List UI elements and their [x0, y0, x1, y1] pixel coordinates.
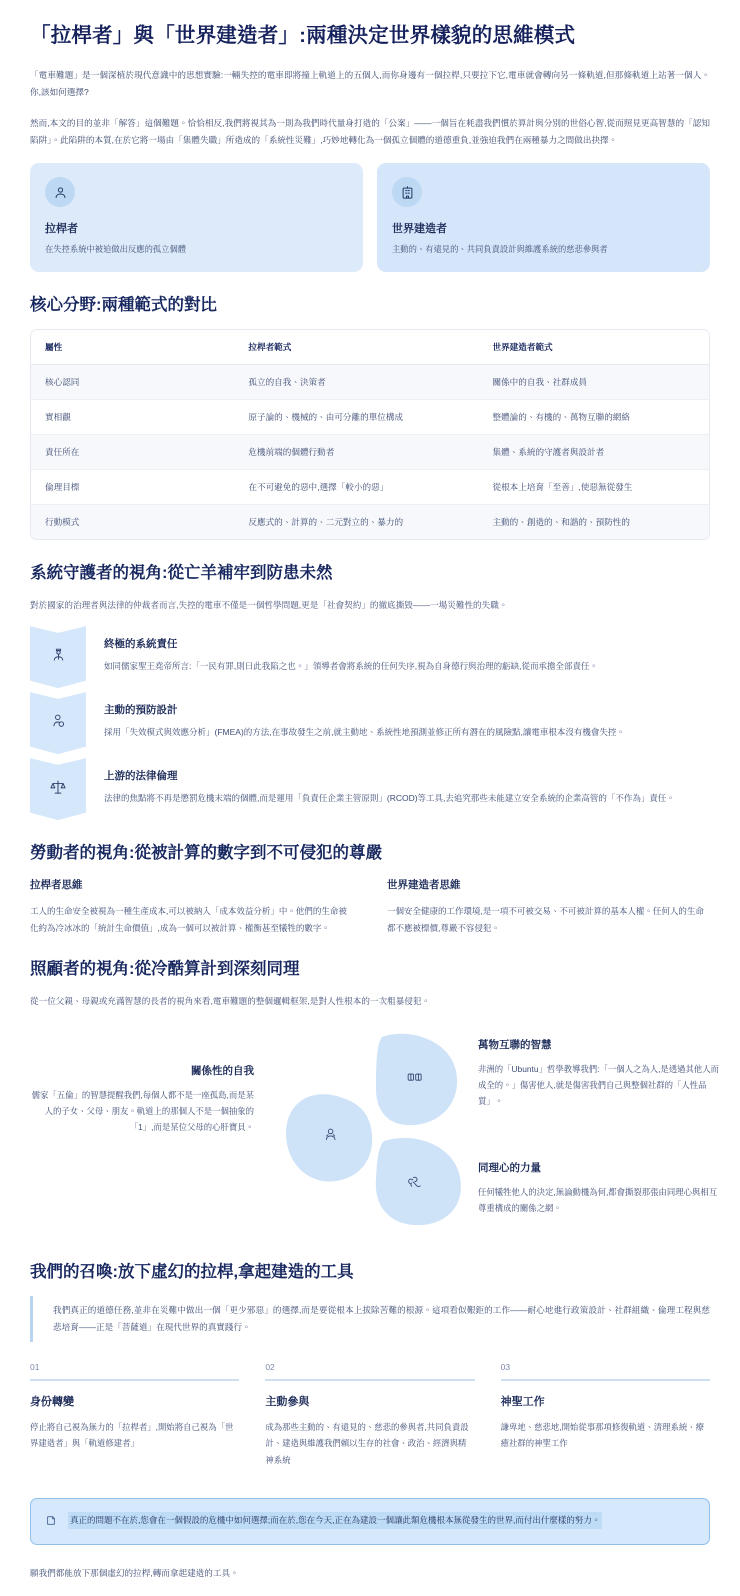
guardian-timeline: [30, 626, 710, 820]
table-cell: 從根本上培育「至善」,使惡無從發生: [478, 469, 709, 504]
table-row: [31, 364, 709, 399]
call-heading: 我們的召喚:放下虛幻的拉桿,拿起建造的工具: [30, 1262, 354, 1281]
quote-text: 我們真正的道德任務,並非在災難中做出一個「更少邪惡」的選擇,而是要從根本上拔除苦難的根源。這項看似艱鉅的工作——耐心地進行政策設計、社群組織、倫理工程與慈悲培育——正是「菩薩道」在現代世界的真實踐行。: [53, 1304, 710, 1332]
building-icon: [392, 177, 422, 207]
step-divider: [265, 1379, 474, 1381]
step-title: 主動參與: [265, 1396, 310, 1409]
column-title: 拉桿者思維: [30, 879, 83, 892]
petal-label-empathy: [478, 1160, 724, 1217]
table-cell: 危機前端的個體行動者: [234, 434, 478, 469]
caregiver-heading: 照顧者的視角:從冷酷算計到深刻同理: [30, 960, 300, 979]
step-sacred-work: [501, 1362, 710, 1468]
petal-diagram: [284, 1031, 474, 1231]
petal-text: 任何犧牲他人的決定,無論動機為何,都會撕裂那張由同理心與相互尊重構成的關係之網。: [478, 1186, 718, 1213]
timeline-body: [104, 692, 710, 741]
step-text: 謙卑地、慈悲地,開始從事那項修復軌道、清理系統、療癒社群的神聖工作: [500, 1422, 704, 1449]
petal-title: 關係性的自我: [191, 1064, 254, 1077]
caregiver-intro: 從一位父親、母親或充滿智慧的長者的視角來看,電車難題的整個邏輯框架,是對人性根本的一次粗暴侵犯。: [30, 996, 431, 1007]
column-title: 世界建造者思維: [387, 879, 461, 892]
petal-text: 非洲的「Ubuntu」哲學教導我們:「一個人之為人,是透過其他人而成全的。」傷害他人,就是傷害我們自己與整個社群的「人性品質」。: [478, 1063, 720, 1107]
timeline-title: 主動的預防設計: [104, 704, 178, 717]
step-title: 神聖工作: [500, 1396, 545, 1409]
callout-text: 真正的問題不在於,您會在一個假設的危機中如何選擇;而在於,您在今天,正在為建設一個讓此類危機根本無從發生的世界,而付出什麼樣的努力。: [68, 1512, 602, 1528]
timeline-item-system-responsibility[interactable]: [30, 626, 710, 688]
column-text: 一個安全健康的工作環境,是一項不可被交易、不可被計算的基本人權。任何人的生命都不應被標價,尊嚴不容侵犯。: [387, 906, 704, 933]
petal-shape-relational: [286, 1094, 372, 1181]
chevron-shape: [30, 626, 86, 688]
persona-card-row: [30, 163, 710, 271]
chevron-shape: [30, 758, 86, 820]
call-quote: [30, 1296, 710, 1342]
timeline-body: [104, 758, 710, 807]
table-cell: 核心認同: [31, 364, 234, 399]
table-cell: 關係中的自我、社群成員: [478, 364, 709, 399]
table-cell: 反應式的、計算的、二元對立的、暴力的: [234, 504, 478, 539]
petal-shape-empathy: [376, 1137, 461, 1224]
petal-label-interconnected: [478, 1037, 724, 1110]
guardian-intro: 對於國家的治理者與法律的仲裁者而言,失控的電車不僅是一個哲學問題,更是「社會契約」的徹底撕毀——一場災難性的失職。: [30, 599, 508, 610]
petal-title: 同理心的力量: [478, 1161, 541, 1174]
table-cell: 孤立的自我、決策者: [234, 364, 478, 399]
worker-column-builder-mindset: [387, 877, 710, 936]
table-cell: 原子論的、機械的、由可分離的單位構成: [234, 399, 478, 434]
user-gear-icon: [50, 712, 67, 734]
step-number: 02: [265, 1362, 275, 1373]
timeline-body: [104, 626, 710, 675]
table-cell: 責任所在: [31, 434, 234, 469]
timeline-item-preventive-design[interactable]: [30, 692, 710, 754]
table-cell: 主動的、創造的、和諧的、預防性的: [478, 504, 709, 539]
timeline-item-legal-ethics[interactable]: [30, 758, 710, 820]
timeline-description: 採用「失效模式與效應分析」(FMEA)的方法,在事故發生之前,就主動地、系統性地預測並修正所有潛在的風險點,讓電車根本沒有機會失控。: [104, 727, 625, 738]
table-cell: 整體論的、有機的、萬物互聯的網絡: [478, 399, 709, 434]
persona-title: 拉桿者: [45, 223, 78, 236]
table-cell: 行動模式: [31, 504, 234, 539]
persona-card-lever-puller[interactable]: [30, 163, 363, 271]
table-column-header: 世界建造者範式: [478, 330, 709, 365]
table-row: [31, 504, 709, 539]
table-row: [31, 399, 709, 434]
comparison-heading: 核心分野:兩種範式的對比: [30, 295, 217, 314]
persona-card-world-builder[interactable]: [377, 163, 710, 271]
column-text: 工人的生命安全被視為一種生產成本,可以被納入「成本效益分析」中。他們的生命被化約為冷冰冰的「統計生命價值」,成為一個可以被計算、權衡甚至犧牲的數字。: [30, 906, 347, 933]
timeline-title: 終極的系統責任: [104, 638, 178, 651]
step-text: 停止將自己視為無力的「拉桿者」,開始將自己視為「世界建造者」與「軌道修建者」: [30, 1422, 234, 1449]
closing-paragraph: 願我們都能放下那個虛幻的拉桿,轉而拿起建造的工具。: [30, 1568, 239, 1579]
table-cell: 集體、系統的守護者與設計者: [478, 434, 709, 469]
petal-shape-interconnected: [376, 1033, 457, 1124]
table-row: [31, 469, 709, 504]
step-number: 03: [500, 1362, 511, 1373]
leader-icon: [50, 646, 67, 668]
step-divider: [30, 1379, 239, 1381]
worker-column-lever-mindset: [30, 877, 353, 936]
intro-paragraph-2: 然而,本文的目的並非「解答」這個難題。恰恰相反,我們將視其為一則為我們時代量身打造的「公案」——一個旨在耗盡我們慣於算計與分別的世俗心智,從而照見更高智慧的「認知陷阱」。此陷阱的本質,在於它將一場由「集體失職」所造成的「系統性災難」,巧妙地轉化為一個孤立個體的道德重負,並強迫我們在兩種暴力之間做出抉擇。: [30, 118, 710, 146]
petal-text: 儒家「五倫」的智慧提醒我們,每個人都不是一座孤島,而是某人的子女、父母、朋友。軌道上的那個人不是一個抽象的「1」,而是某位父母的心肝寶貝。: [31, 1089, 254, 1133]
step-number: 01: [30, 1362, 40, 1373]
guardian-heading: 系統守護者的視角:從亡羊補牢到防患未然: [30, 563, 333, 582]
petal-title: 萬物互聯的智慧: [478, 1038, 552, 1051]
page-title: 「拉桿者」與「世界建造者」:兩種決定世界樣貌的思維模式: [30, 24, 576, 47]
table-row: [31, 434, 709, 469]
scales-icon: [49, 778, 67, 801]
table-header-row: [31, 330, 709, 365]
table-column-header: 屬性: [31, 330, 234, 365]
petal-diagram-block: [30, 1023, 720, 1241]
step-identity-shift: [30, 1362, 239, 1468]
comparison-table-body: [31, 364, 709, 539]
step-divider: [501, 1379, 710, 1381]
table-cell: 在不可避免的惡中,選擇「較小的惡」: [234, 469, 478, 504]
comparison-table: [31, 330, 709, 539]
worker-columns: [30, 877, 710, 936]
persona-description: 在失控系統中被迫做出反應的孤立個體: [45, 244, 187, 255]
person-icon: [45, 177, 75, 207]
comparison-table-wrapper: [30, 329, 710, 540]
step-text: 成為那些主動的、有遠見的、慈悲的參與者,共同負責設計、建造與維護我們賴以生存的社會、政治、經濟與精神系統: [265, 1422, 469, 1465]
chevron-shape: [30, 692, 86, 754]
step-title: 身份轉變: [30, 1396, 74, 1409]
timeline-title: 上游的法律倫理: [104, 770, 178, 783]
note-icon: [46, 1513, 56, 1531]
call-steps: [30, 1362, 710, 1468]
step-active-participation: [265, 1362, 474, 1468]
callout-box: [30, 1498, 710, 1545]
table-cell: 倫理目標: [31, 469, 234, 504]
persona-description: 主動的、有遠見的、共同負責設計與維護系統的慈悲參與者: [392, 244, 608, 255]
table-column-header: 拉桿者範式: [234, 330, 478, 365]
timeline-description: 如同儒家聖王堯帝所言:「一民有罪,則曰此我陷之也。」領導者會將系統的任何失序,視為自身德行與治理的虧缺,從而承擔全部責任。: [104, 661, 598, 672]
timeline-description: 法律的焦點將不再是懲罰危機末端的個體,而是運用「負責任企業主管原則」(RCOD)等工具,去追究那些未能建立安全系統的企業高管的「不作為」責任。: [104, 793, 675, 804]
petal-label-relational: [30, 1063, 254, 1136]
table-cell: 實相觀: [31, 399, 234, 434]
worker-heading: 勞動者的視角:從被計算的數字到不可侵犯的尊嚴: [30, 844, 382, 863]
intro-paragraph-1: 「電車難題」是一個深植於現代意識中的思想實驗:一輛失控的電車即將撞上軌道上的五個人,而你身邊有一個拉桿,只要拉下它,電車就會轉向另一條軌道,但那條軌道上站著一個人。你,該如何選擇?: [30, 69, 710, 97]
persona-title: 世界建造者: [392, 223, 447, 236]
